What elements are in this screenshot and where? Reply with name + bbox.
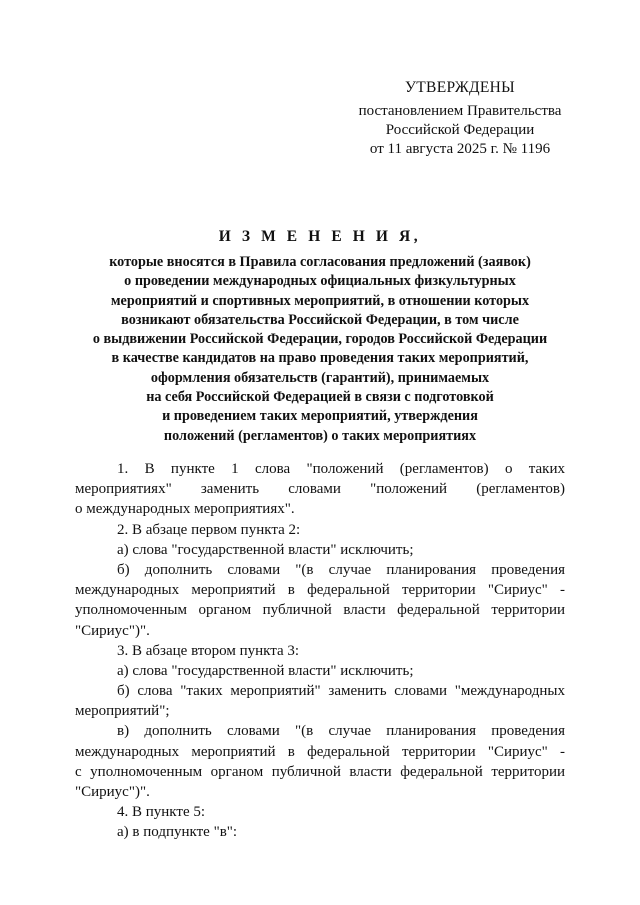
paragraph-line: международных мероприятий в федеральной территории "Сириус" - <box>75 743 565 760</box>
subtitle-line: оформления обязательств (гарантий), принимаемых <box>150 369 490 386</box>
paragraph-line: о международных мероприятиях". <box>75 501 295 518</box>
paragraph-line: уполномоченным органом публичной власти федеральной территории <box>75 602 565 619</box>
paragraph-line: а) слова "государственной власти" исключить; <box>117 541 414 558</box>
paragraph-line: "Сириус")". <box>75 784 150 800</box>
paragraph-line: 2. В абзаце первом пункта 2: <box>117 521 301 538</box>
paragraph-line: 1. В пункте 1 слова "положений (регламентов) о таких <box>117 461 565 477</box>
approval-block <box>330 78 590 159</box>
approval-line-3: от 11 августа 2025 г. № 1196 <box>369 141 551 157</box>
paragraph-line: мероприятиях" заменить словами "положений (регламентов) <box>75 481 565 498</box>
document-heading <box>60 227 580 446</box>
approval-stamp-title: УТВЕРЖДЕНЫ <box>405 79 515 96</box>
approval-line-2: Российской Федерации <box>385 122 535 138</box>
paragraph-line: в) дополнить словами "(в случае планирования проведения <box>117 723 565 740</box>
subtitle-line: и проведением таких мероприятий, утверждения <box>162 408 478 425</box>
subtitle-line: возникают обязательства Российской Федерации, в том числе <box>121 311 519 328</box>
paragraph-line: мероприятий"; <box>75 703 170 720</box>
approval-line-1: постановлением Правительства <box>358 103 562 119</box>
subtitle-line: на себя Российской Федерацией в связи с подготовкой <box>146 389 494 406</box>
paragraph-line: 4. В пункте 5: <box>117 804 206 821</box>
subtitle-line: в качестве кандидатов на право проведения таких мероприятий, <box>111 350 529 367</box>
subtitle-line: мероприятий и спортивных мероприятий, в отношении которых <box>110 292 530 309</box>
subtitle-line: положений (регламентов) о таких мероприятиях <box>163 427 477 444</box>
subtitle-line: о проведении международных официальных физкультурных <box>124 273 516 290</box>
paragraph-line: а) в подпункте "в": <box>117 824 238 841</box>
paragraph-line: 3. В абзаце втором пункта 3: <box>117 642 300 659</box>
paragraph-line: "Сириус")". <box>75 622 150 639</box>
paragraph-line: а) слова "государственной власти" исключить; <box>117 662 414 679</box>
subtitle-line: о выдвижении Российской Федерации, городов Российской Федерации <box>92 331 548 348</box>
paragraph-line: с уполномоченным органом публичной власти федеральной территории <box>75 763 565 780</box>
document-title: И З М Е Н Е Н И Я, <box>218 228 422 245</box>
paragraph-line: международных мероприятий в федеральной территории "Сириус" - <box>75 582 565 599</box>
subtitle-line: которые вносятся в Правила согласования предложений (заявок) <box>109 254 531 270</box>
paragraph-line: б) дополнить словами "(в случае планирования проведения <box>117 561 565 578</box>
document-body <box>75 459 565 843</box>
paragraph-line: б) слова "таких мероприятий" заменить словами "международных <box>117 683 565 700</box>
